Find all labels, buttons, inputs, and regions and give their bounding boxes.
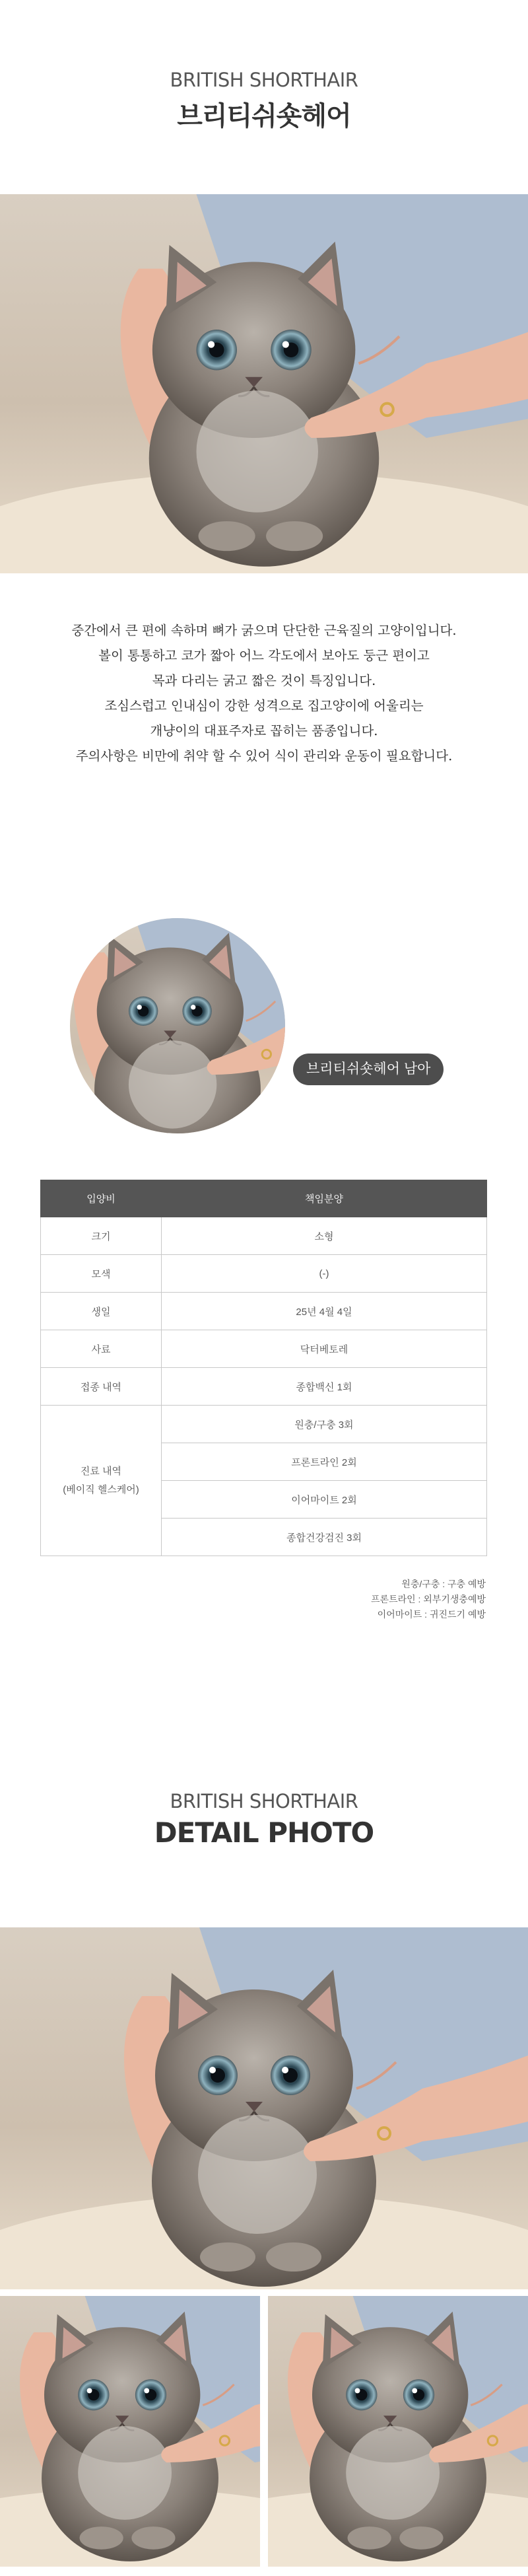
row-value: 소형 [162, 1217, 487, 1255]
treatment-label-line: 진료 내역 [80, 1465, 122, 1477]
breed-name-english: BRITISH SHORTHAIR [170, 69, 358, 91]
row-value: 25년 4월 4일 [162, 1293, 487, 1330]
product-header [0, 69, 528, 133]
detail-photo-title: DETAIL PHOTO [154, 1816, 374, 1849]
note-line: 원충/구충 : 구충 예방 [401, 1579, 486, 1589]
treatment-value: 프론트라인 2회 [162, 1443, 487, 1481]
treatment-notes [371, 1577, 486, 1622]
description-line: 목과 다리는 굵고 짧은 것이 특징입니다. [152, 673, 376, 688]
treatment-label [41, 1406, 162, 1556]
row-label: 사료 [41, 1330, 162, 1368]
breed-name-korean: 브리티쉬숏헤어 [177, 101, 351, 131]
kitten-main-photo [0, 194, 528, 573]
description-line: 볼이 통통하고 코가 짧아 어느 각도에서 보아도 둥근 편이고 [98, 648, 430, 663]
breed-name-english: BRITISH SHORTHAIR [170, 1790, 358, 1812]
row-value: (-) [162, 1255, 487, 1293]
description-line: 중간에서 큰 편에 속하며 뼈가 굵으며 단단한 근육질의 고양이입니다. [71, 623, 457, 638]
description-line: 개냥이의 대표주자로 꼽히는 품종입니다. [150, 723, 378, 738]
table-header-row [41, 1180, 487, 1217]
table-header-cell: 책임분양 [162, 1180, 487, 1217]
treatment-value: 원충/구충 3회 [162, 1406, 487, 1443]
kitten-detail-photo-left [0, 2296, 260, 2576]
kitten-avatar [70, 918, 285, 1133]
table-row [41, 1217, 487, 1255]
table-row [41, 1293, 487, 1330]
kitten-name-badge: 브리티쉬숏헤어 남아 [293, 1054, 444, 1085]
adoption-info-table [40, 1180, 487, 1556]
table-header-cell: 입양비 [41, 1180, 162, 1217]
description-line: 조심스럽고 인내심이 강한 성격으로 집고양이에 어울리는 [104, 698, 424, 713]
table-row [41, 1368, 487, 1406]
treatment-value: 이어마이트 2회 [162, 1481, 487, 1519]
note-line: 이어마이트 : 귀진드기 예방 [377, 1609, 486, 1620]
table-row [41, 1255, 487, 1293]
row-label: 크기 [41, 1217, 162, 1255]
kitten-detail-photo-large [0, 1927, 528, 2289]
row-value: 닥터베토레 [162, 1330, 487, 1368]
note-line: 프론트라인 : 외부기생충예방 [371, 1594, 486, 1604]
kitten-detail-photo-right [268, 2296, 528, 2576]
description-line: 주의사항은 비만에 취약 할 수 있어 식이 관리와 운동이 필요합니다. [75, 748, 453, 764]
treatment-value: 종합건강검진 3회 [162, 1519, 487, 1556]
row-label: 생일 [41, 1293, 162, 1330]
breed-description [0, 618, 528, 769]
table-row [41, 1330, 487, 1368]
detail-photo-header [0, 1790, 528, 1849]
treatment-label-line: (베이직 헬스케어) [63, 1484, 139, 1495]
table-row [41, 1406, 487, 1443]
row-label: 접종 내역 [41, 1368, 162, 1406]
row-value: 종합백신 1회 [162, 1368, 487, 1406]
row-label: 모색 [41, 1255, 162, 1293]
